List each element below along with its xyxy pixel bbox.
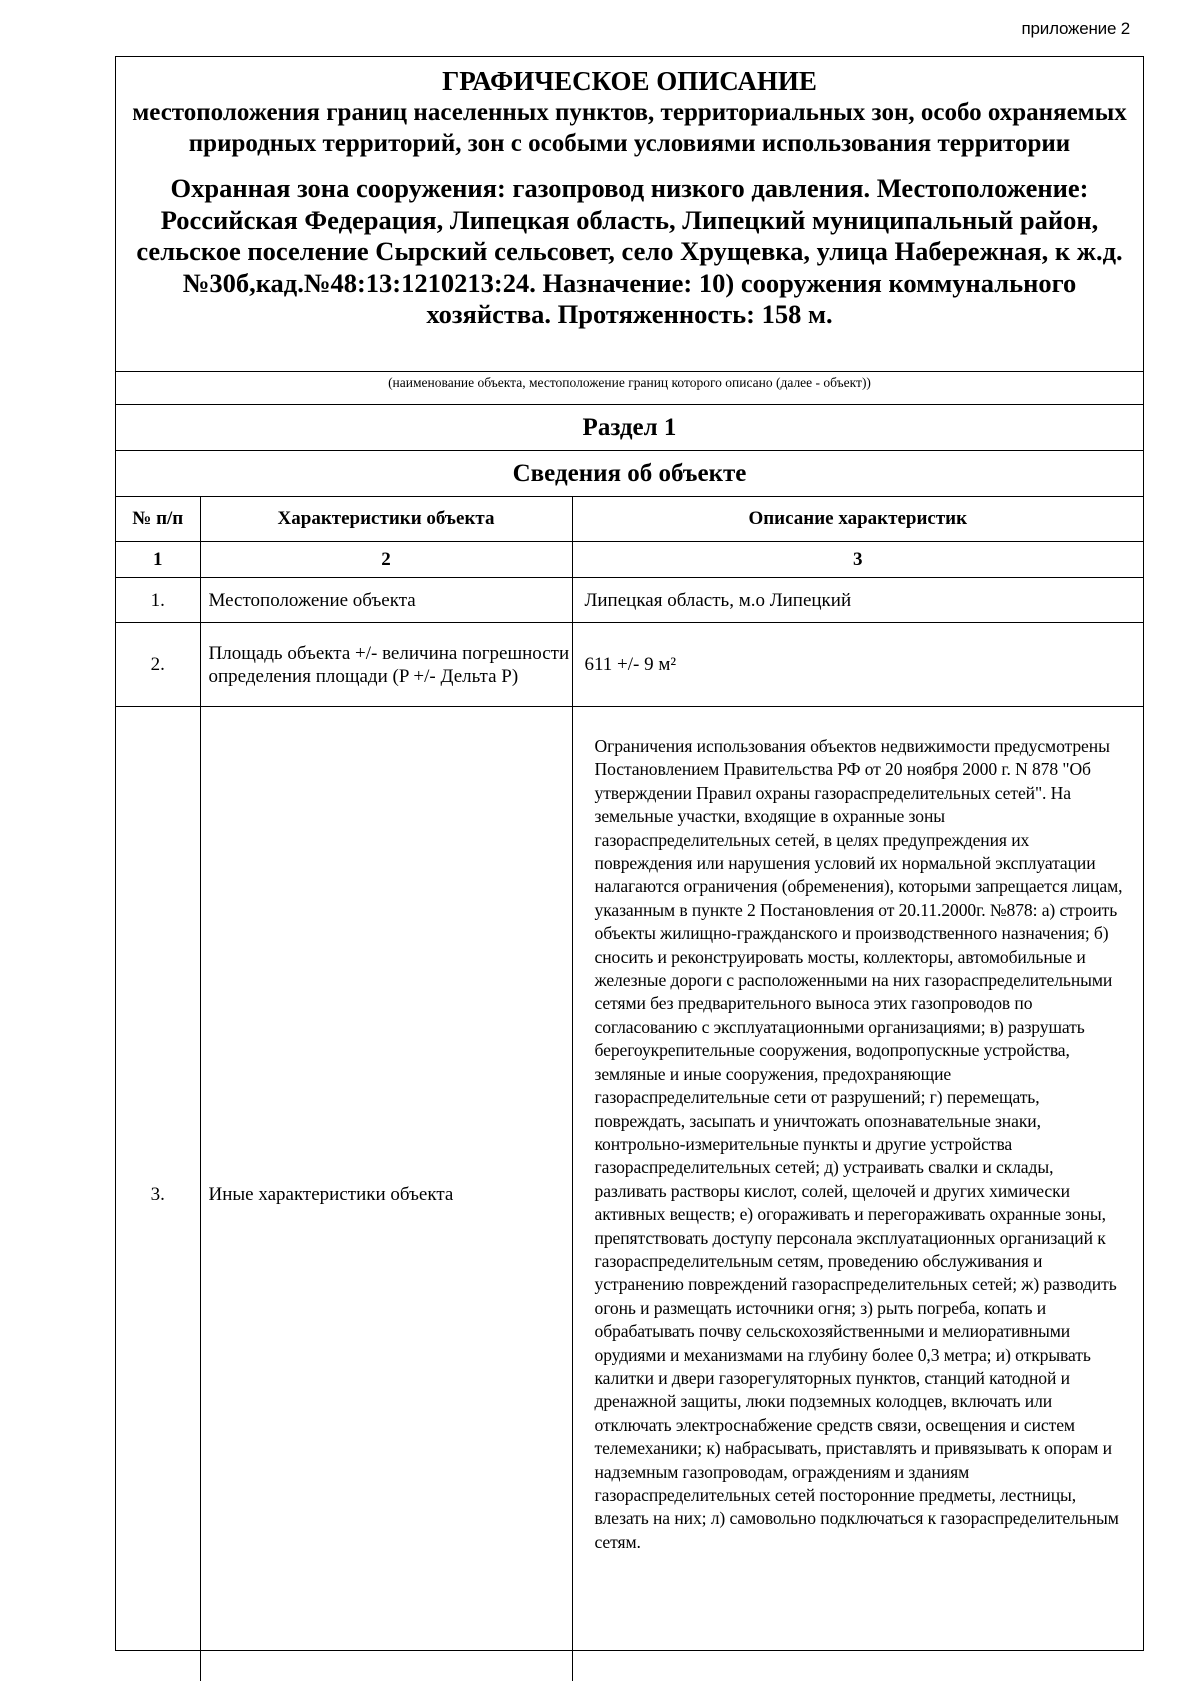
object-caption: (наименование объекта, местоположение границ которого описано (далее - объект))	[116, 371, 1143, 404]
row-number: 3.	[116, 707, 200, 1682]
section-title: Раздел 1	[116, 405, 1143, 451]
section-subtitle: Сведения об объекте	[116, 451, 1143, 497]
column-number-row	[116, 542, 1143, 578]
column-header-description: Описание характеристик	[572, 497, 1143, 542]
object-name: Охранная зона сооружения: газопровод низкого давления. Местоположение: Российская Федерация, Липецкая область, Липецкий муниципальный район, сельское поселение Сырский сельсовет, село Хрущевка, улица Набережная, к ж.д.№30б,кад.№48:13:1210213:24. Назначение: 10) сооружения коммунального хозяйства. Протяженность: 158 м.	[136, 173, 1123, 329]
row-description-cell	[572, 707, 1143, 1682]
document-header	[116, 57, 1143, 371]
table-row	[116, 707, 1143, 1682]
object-info-table	[116, 404, 1143, 1681]
column-number: 3	[572, 542, 1143, 578]
column-number: 1	[116, 542, 200, 578]
column-header-number: № п/п	[116, 497, 200, 542]
table-row	[116, 578, 1143, 623]
table-row	[116, 623, 1143, 707]
row-number: 1.	[116, 578, 200, 623]
document-sheet	[115, 56, 1144, 1651]
document-title: ГРАФИЧЕСКОЕ ОПИСАНИЕ	[442, 66, 817, 96]
row-description: Ограничения использования объектов недвижимости предусмотрены Постановлением Правительства РФ от 20 ноября 2000 г. N 878 "Об утверждении Правил охраны газораспределительных сетей". На земельные участки, входящие в охранные зоны газораспределительных сетей, в целях предупреждения их повреждения или нарушения условий их нормальной эксплуатации налагаются ограничения (обременения), которыми запрещается лицам, указанным в пункте 2 Постановления от 20.11.2000г. №878: а) строить объекты жилищно-гражданского и производственного назначения; б) сносить и реконструировать мосты, коллекторы, автомобильные и железные дороги с расположенными на них газораспределительными сетями без предварительного выноса этих газопроводов по согласованию с эксплуатационными организациями; в) разрушать берегоукрепительные сооружения, водопропускные устройства, земляные и иные сооружения, предохраняющие газораспределительные сети от разрушений; г) перемещать, повреждать, засыпать и уничтожать опознавательные знаки, контрольно-измерительные пункты и другие устройства газораспределительных сетей; д) устраивать свалки и склады, разливать растворы кислот, солей, щелочей и других химически активных веществ; е) огораживать и перегораживать охранные зоны, препятствовать доступу персонала эксплуатационных организаций к газораспределительным сетям, проведению обслуживания и устранению повреждений газораспределительных сетей; ж) разводить огонь и размещать источники огня; з) рыть погреба, копать и обрабатывать почву сельскохозяйственными и мелиоративными орудиями и механизмами на глубину более 0,3 метра; и) открывать калитки и двери газорегуляторных пунктов, станций катодной и дренажной защиты, люки подземных колодцев, включать или отключать электроснабжение средств связи, освещения и систем телемеханики; к) набрасывать, приставлять и привязывать к опорам и надземным газопроводам, ограждениям и зданиям газораспределительных сетей посторонние предметы, лестницы, влезать на них; л) самовольно подключаться к газораспределительным сетям.	[594, 736, 1123, 1552]
row-description: 611 +/- 9 м²	[572, 623, 1143, 707]
row-characteristic: Иные характеристики объекта	[200, 707, 572, 1682]
table-header-row	[116, 497, 1143, 542]
row-number: 2.	[116, 623, 200, 707]
column-header-characteristic: Характеристики объекта	[200, 497, 572, 542]
row-characteristic: Местоположение объекта	[200, 578, 572, 623]
row-description: Липецкая область, м.о Липецкий	[572, 578, 1143, 623]
document-subtitle: местоположения границ населенных пунктов, территориальных зон, особо охраняемых природных территорий, зон с особыми условиями использования территории	[132, 99, 1127, 157]
column-number: 2	[200, 542, 572, 578]
row-characteristic: Площадь объекта +/- величина погрешности определения площади (P +/- Дельта P)	[200, 623, 572, 707]
appendix-label: приложение 2	[1021, 19, 1130, 38]
